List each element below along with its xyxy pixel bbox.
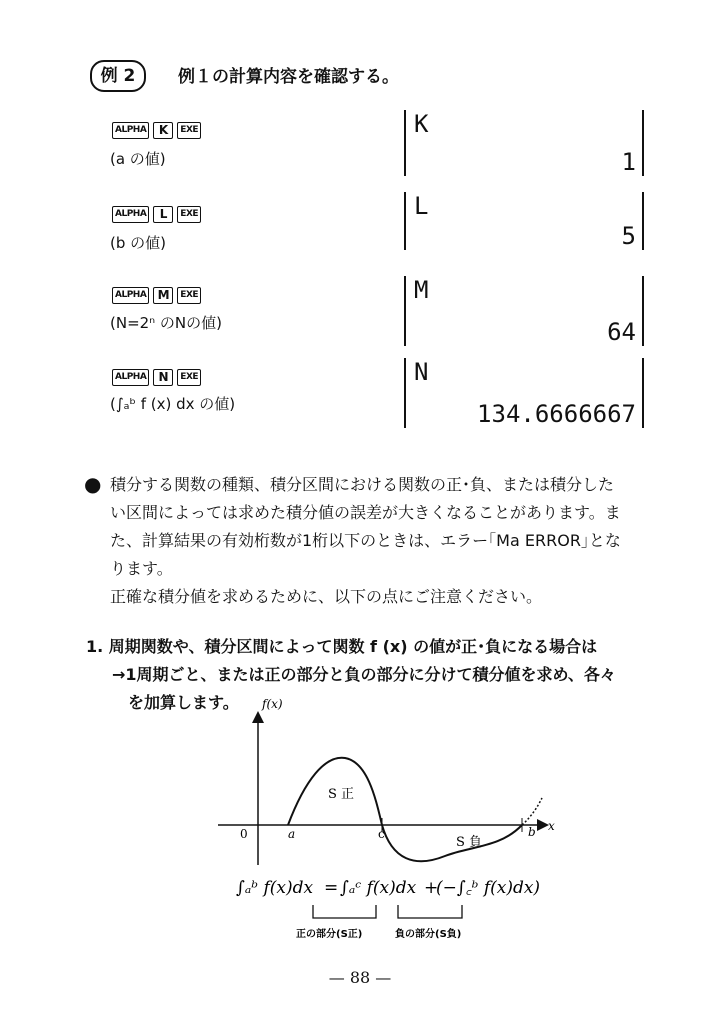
formula-lhs: ∫ₐᵇ f(x)dx [236,878,314,898]
exe-key: EXE [177,369,201,386]
exe-key: EXE [177,206,201,223]
bullet-icon: ● [84,472,102,496]
label-positive-part: 正の部分(S正) [296,929,363,940]
screen-var-4: N [414,358,429,386]
b-label: b [528,825,536,839]
page-number: — 88 — [328,968,392,987]
negative-area-label: S 負 [456,835,483,850]
formula-term-1: ∫ₐᶜ f(x)dx [340,878,417,898]
screen-var-3: M [414,276,429,304]
n-key: N [153,369,173,386]
k-key: K [153,122,173,139]
m-key: M [153,287,173,304]
exe-key: EXE [177,287,201,304]
bracket-positive [313,905,376,918]
bracket-negative [398,905,462,918]
exe-key: EXE [177,122,201,139]
alpha-key: ALPHA [112,369,149,386]
screen-val-3: 64 [607,318,636,346]
section-heading-line-3: を加算します。 [128,693,239,712]
label-negative-part: 負の部分(S負) [395,929,462,940]
c-label: c [378,827,385,841]
curve-tail [522,798,542,825]
note-line-4: ります。 [110,559,173,578]
screen-var-1: K [414,110,429,138]
x-axis-label: x [548,819,555,833]
step-desc-3: (N=2ⁿ のNの値) [110,314,223,332]
alpha-key: ALPHA [112,122,149,139]
section-heading-line-2: →1周期ごと、または正の部分と負の部分に分けて積分値を求め、各々 [112,665,616,684]
step-desc-1: (a の値) [110,150,166,168]
note-line-5: 正確な積分値を求めるために、以下の点にご注意ください。 [110,587,543,606]
y-axis-label: f(x) [262,697,283,711]
alpha-key: ALPHA [112,206,149,223]
a-label: a [288,827,296,841]
formula-plus: + [424,878,439,898]
screen-var-2: L [414,192,429,220]
function-curve [288,758,522,861]
note-line-1: 積分する関数の種類、積分区間における関数の正･負、または積分した [110,475,615,494]
alpha-key: ALPHA [112,287,149,304]
positive-area-label: S 正 [328,787,355,802]
step-desc-2: (b の値) [110,234,166,252]
formula-term-2: (−∫꜀ᵇ f(x)dx) [436,878,541,898]
screen-val-1: 1 [621,148,636,176]
note-line-3: た、計算結果の有効桁数が1桁以下のときは、エラー｢Ma ERROR｣とな [110,531,621,550]
example-title: 例１の計算内容を確認する。 [178,67,399,87]
screen-val-2: 5 [621,222,636,250]
step-desc-4: (∫ₐᵇ f (x) dx の値) [110,395,236,413]
screen-val-4: 134.6666667 [477,400,636,428]
formula-eq: = [324,878,339,898]
note-line-2: い区間によっては求めた積分値の誤差が大きくなることがあります。ま [110,503,621,522]
l-key: L [153,206,173,223]
example-badge: 例 2 [90,60,146,92]
origin-label: 0 [240,827,248,841]
section-heading-line-1: 1. 周期関数や、積分区間によって関数 f (x) の値が正･負になる場合は [86,637,598,656]
